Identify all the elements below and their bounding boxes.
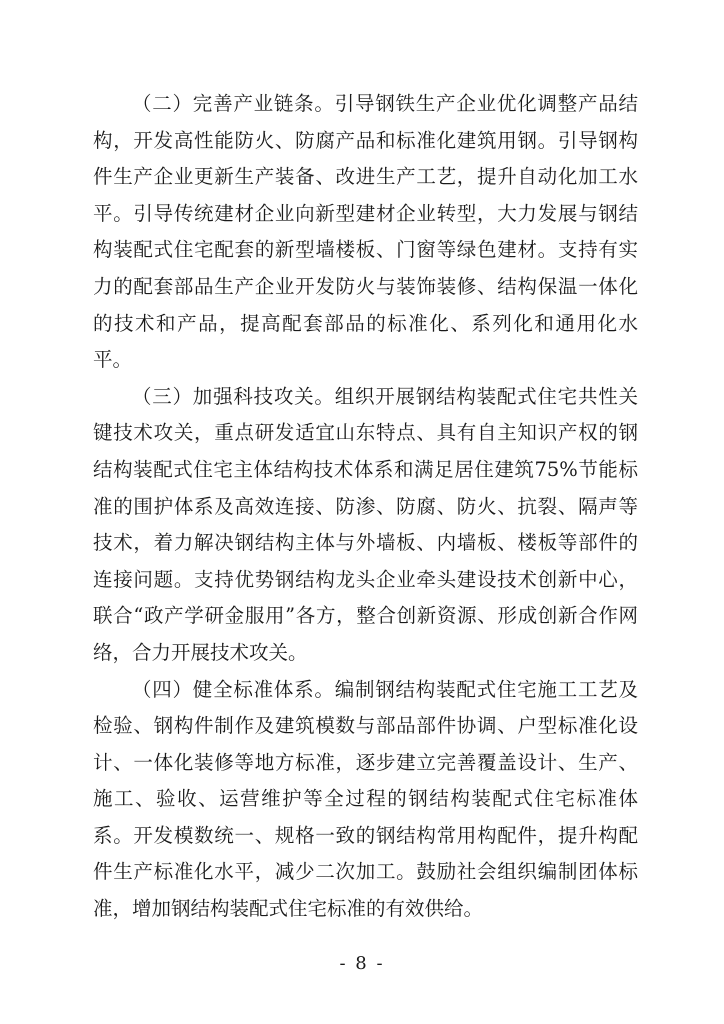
paragraph-text: 编制钢结构装配式住宅施工工艺及检验、钢构件制作及建筑模数与部品部件协调、户型标准化设计、一体化装修等地方标准，逐步建立完善覆盖设计、生产、施工、验收、运营维护等全过程的钢结构装配式住宅标准体系。开发模数统一、规格一致的钢结构常用构配件，提升构配件生产标准化水平，减少二次加工。鼓励社会组织编制团体标准，增加钢结构装配式住宅标准的有效供给。 (93, 677, 638, 921)
paragraph-heading: （四）健全标准体系。 (132, 677, 335, 701)
paragraph-text: 引导钢铁生产企业优化调整产品结构，开发高性能防火、防腐产品和标准化建筑用钢。引导钢构件生产企业更新生产装备、改进生产工艺，提升自动化加工水平。引导传统建材企业向新型建材企业转型，大力发展与钢结构装配式住宅配套的新型墙楼板、门窗等绿色建材。支持有实力的配套部品生产企业开发防火与装饰装修、结构保温一体化的技术和产品，提高配套部品的标准化、系列化和通用化水平。 (93, 92, 638, 372)
paragraph-industry-chain (93, 86, 638, 379)
paragraph-tech-research (93, 379, 638, 672)
page-number: - 8 - (339, 953, 385, 974)
document-body (93, 86, 638, 928)
paragraph-heading: （二）完善产业链条。 (132, 92, 335, 115)
paragraph-standards-system (93, 672, 638, 928)
paragraph-text: 组织开展钢结构装配式住宅共性关键技术攻关，重点研发适宜山东特点、具有自主知识产权的钢结构装配式住宅主体结构技术体系和满足居住建筑75%节能标准的围护体系及高效连接、防渗、防腐、防火、抗裂、隔声等技术，着力解决钢结构主体与外墙板、内墙板、楼板等部件的连接问题。支持优势钢结构龙头企业牵头建设技术创新中心，联合“政产学研金服用”各方，整合创新资源、形成创新合作网络，合力开展技术攻关。 (93, 384, 638, 664)
paragraph-heading: （三）加强科技攻关。 (132, 384, 335, 408)
